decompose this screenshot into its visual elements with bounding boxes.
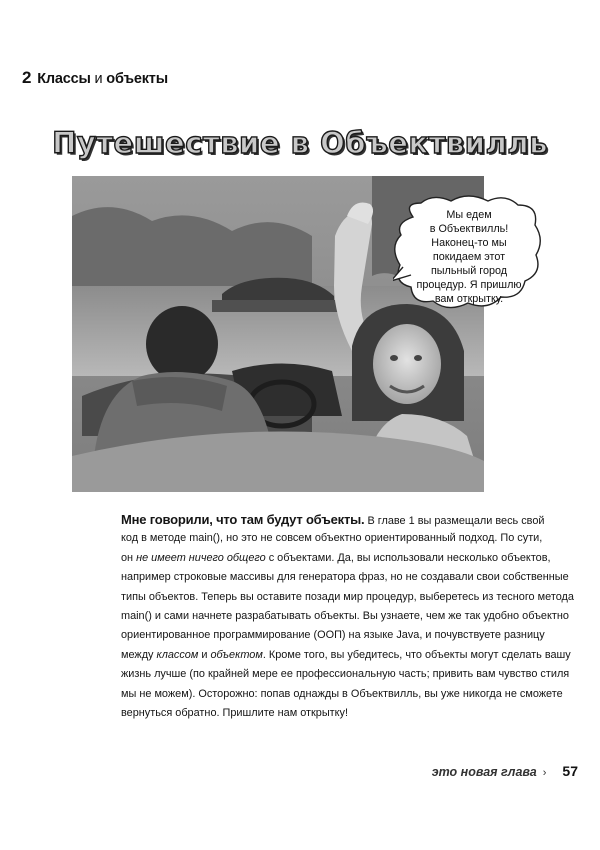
chapter-header [22, 68, 168, 88]
chapter-title-conj: и [94, 71, 103, 87]
speech-bubble [393, 195, 543, 315]
body-text: с объектами. Да, вы использовали несколько объектов, [265, 551, 551, 564]
next-chapter-label: это новая глава [431, 765, 537, 779]
bubble-line: в Объектвилль! [429, 223, 509, 235]
body-line: типы объектов. Теперь вы оставите позади мир процедур, выберетесь из тесного метода [121, 590, 574, 603]
page-title: Путешествие в Объектвилль [52, 126, 548, 160]
bubble-line: Мы едем [446, 209, 492, 221]
bubble-line: Наконец-то мы [431, 237, 507, 249]
body-line: код в методе main(), но это не совсем объектно ориентированный подход. По сути, [121, 532, 543, 545]
page-number: 57 [562, 763, 578, 779]
lead-sentence: Мне говорили, что там будут объекты. [121, 512, 365, 527]
chapter-title-part2: объекты [106, 71, 168, 87]
bubble-line: вам открытку. [434, 293, 504, 305]
body-line: ориентированное программирование (ООП) на языке Java, и почувствуете разницу [121, 629, 545, 642]
chapter-title-part1: Классы [37, 71, 91, 87]
emphasis: объектом [210, 648, 263, 661]
body-line: жизнь лучше (по крайней мере ее профессиональную часть; привить вам чувство стиля [121, 668, 570, 681]
body-line: В главе 1 вы размещали весь свой [364, 515, 545, 527]
body-paragraph [121, 510, 574, 723]
bubble-line: процедур. Я пришлю [416, 279, 522, 291]
emphasis: не имеет ничего общего [136, 551, 266, 564]
body-text: он [121, 551, 137, 564]
body-line: main() и сами начнете разрабатывать объекты. Вы узнаете, чем же так удобно объектно [121, 609, 569, 622]
body-line: мы не можем). Осторожно: попав однажды в Объектвилль, вы уже никогда не сможете [121, 687, 563, 700]
chapter-number: 2 [22, 68, 32, 87]
body-text: и [198, 648, 211, 661]
body-text: . Кроме того, вы убедитесь, что объекты могут сделать вашу [262, 648, 571, 661]
body-line: вернуться обратно. Пришлите нам открытку! [121, 706, 349, 719]
body-line: например строковые массивы для генератора фраз, но не создавали свои собственные [121, 571, 569, 584]
chevron-right-icon: › [542, 767, 547, 779]
emphasis: классом [156, 648, 199, 661]
bubble-line: пыльный город [430, 265, 508, 277]
page-footer [432, 763, 578, 781]
bubble-line: покидаем этот [432, 251, 506, 263]
speech-bubble-text [413, 208, 525, 306]
body-text: между [121, 648, 157, 661]
